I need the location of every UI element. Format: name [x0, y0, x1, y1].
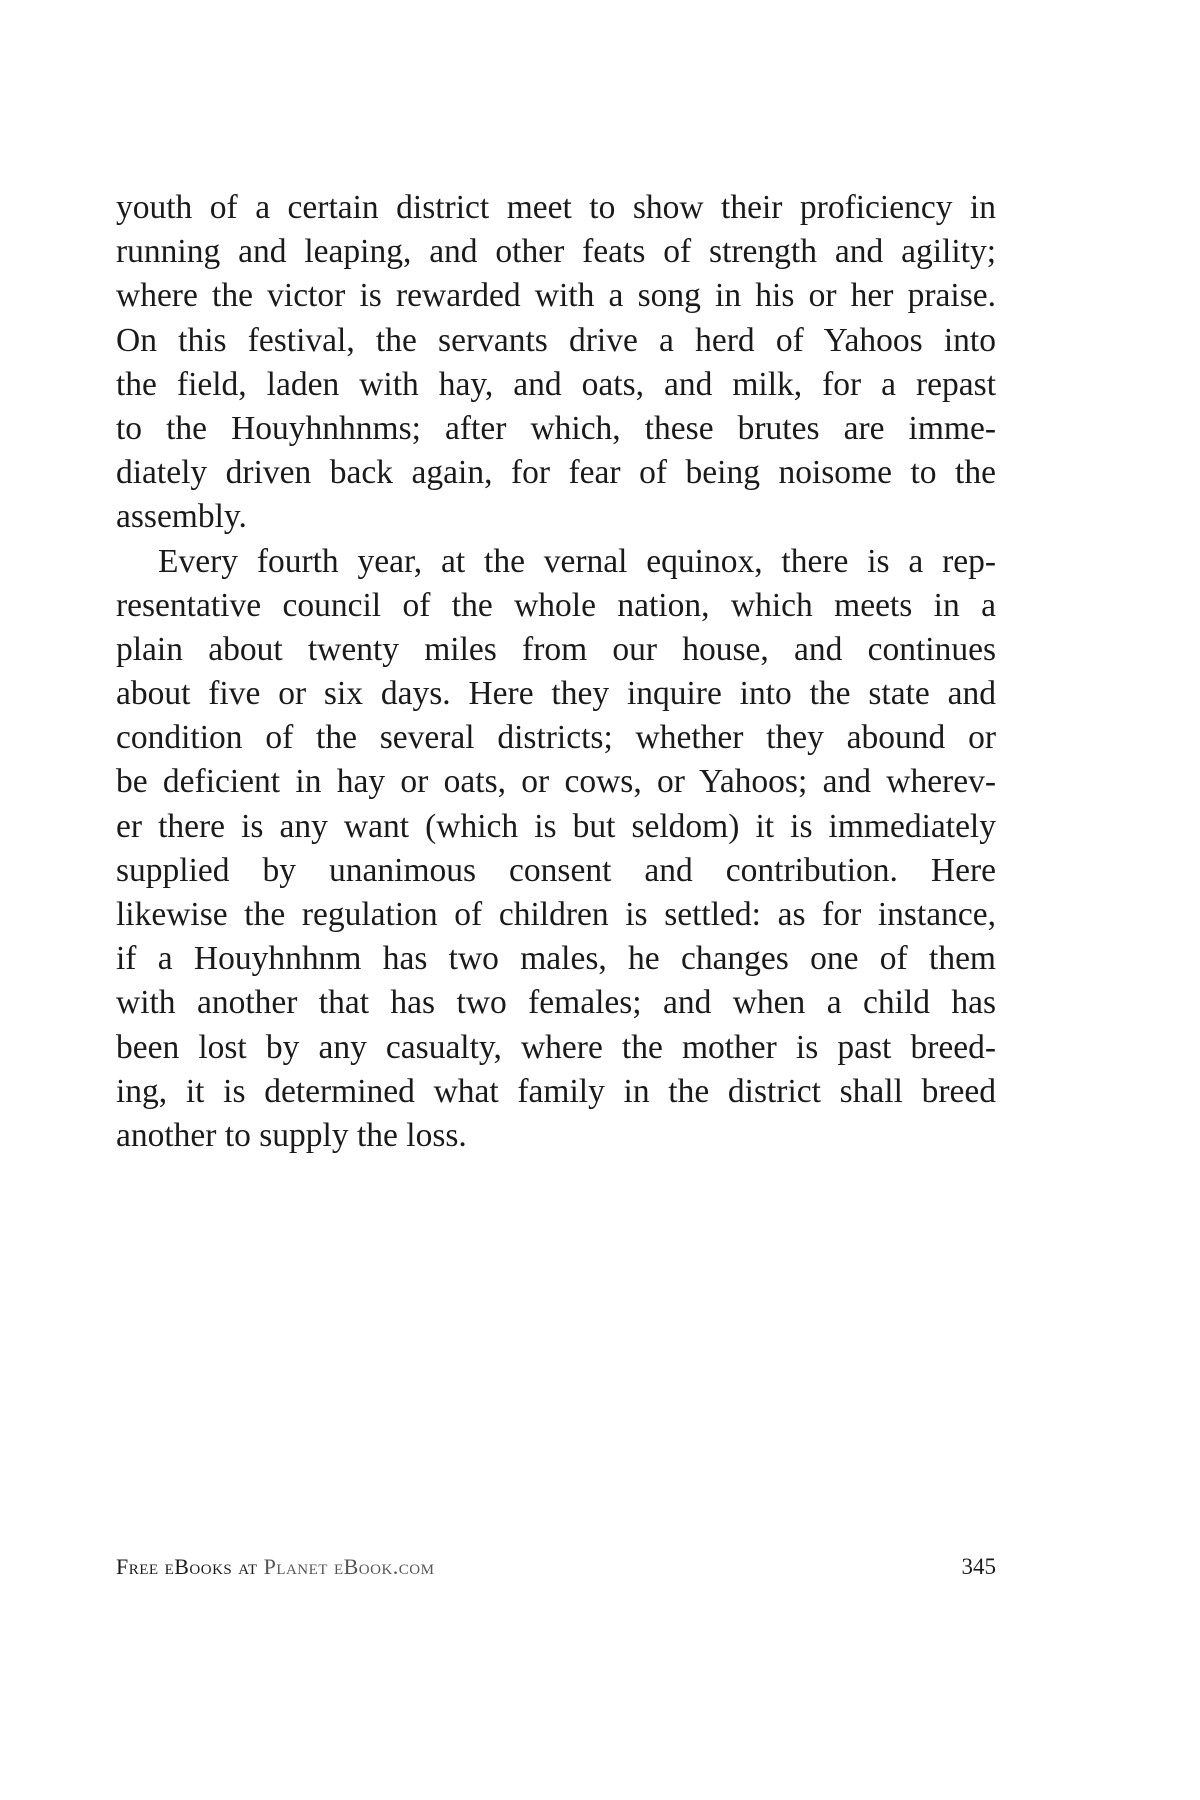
text-line: if a Houyhnhnm has two males, he changes one of them [116, 940, 996, 978]
text-line: diately driven back again, for fear of being noisome to the [116, 454, 996, 492]
text-line: to the Houyhnhnms; after which, these brutes are imme- [116, 409, 996, 447]
text-line: another to supply the loss. [116, 1116, 467, 1154]
text-line: been lost by any casualty, where the mother is past breed- [116, 1028, 996, 1066]
text-line: supplied by unanimous consent and contribution. Here [116, 851, 996, 889]
footer-source [116, 1550, 434, 1584]
text-line: with another that has two females; and when a child has [116, 984, 996, 1022]
text-line: about five or six days. Here they inquire into the state and [116, 675, 996, 713]
text-line: On this festival, the servants drive a herd of Yahoos into [116, 321, 996, 359]
text-line: running and leaping, and other feats of strength and agility; [116, 233, 996, 271]
text-line: youth of a certain district meet to show their proficiency in [116, 189, 996, 226]
footer-source-link[interactable]: Planet eBook.com [263, 1554, 435, 1579]
text-line: where the victor is rewarded with a song in his or her praise. [116, 277, 996, 315]
paragraph-2 [116, 540, 996, 1159]
page-number: 345 [961, 1554, 996, 1579]
text-line: Every fourth year, at the vernal equinox, there is a rep- [158, 542, 996, 580]
text-line: plain about twenty miles from our house, and continues [116, 630, 996, 668]
text-line: condition of the several districts; whether they abound or [116, 719, 996, 757]
body-text [116, 186, 996, 1158]
text-line: assembly. [116, 498, 247, 536]
text-line: the field, laden with hay, and oats, and milk, for a repast [116, 365, 996, 403]
text-line: likewise the regulation of children is settled: as for instance, [116, 896, 996, 933]
text-line: ing, it is determined what family in the district shall breed [116, 1072, 996, 1110]
text-line: er there is any want (which is but seldom) it is immediately [116, 807, 996, 845]
footer-source-prefix: Free eBooks at [116, 1554, 264, 1579]
text-line: be deficient in hay or oats, or cows, or Yahoos; and wherev- [116, 763, 996, 801]
page-footer [116, 1550, 996, 1584]
text-line: resentative council of the whole nation, which meets in a [116, 586, 996, 624]
paragraph-1 [116, 186, 996, 540]
